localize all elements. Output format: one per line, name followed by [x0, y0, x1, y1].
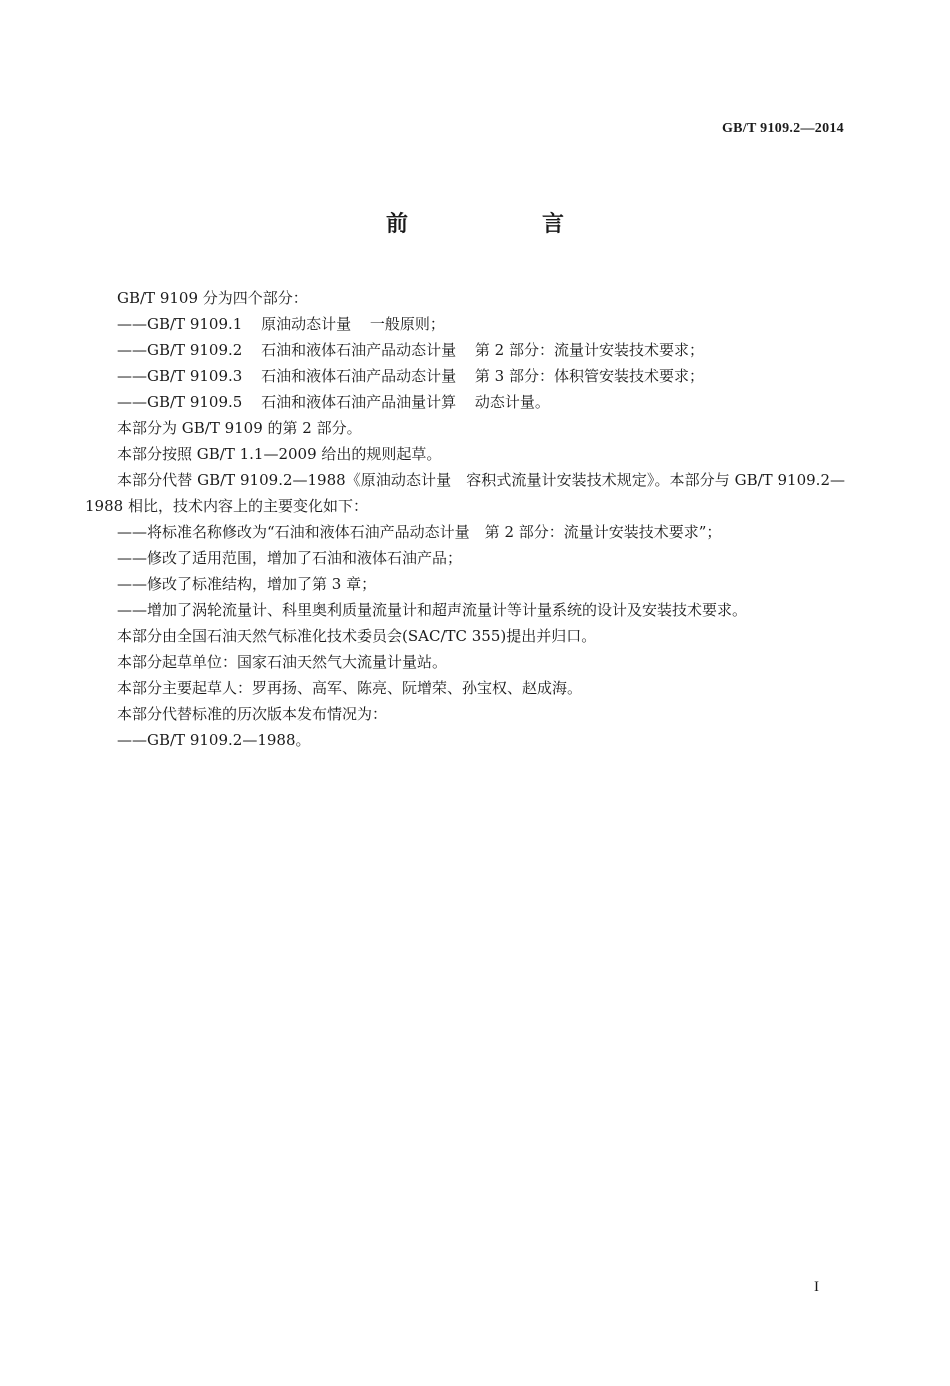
part-sub: 第 2 部分：流量计安装技术要求；: [474, 341, 704, 359]
part-sub: 一般原则；: [369, 315, 445, 333]
foreword-body: [85, 285, 845, 753]
history-item: ——GB/T 9109.2—1988。: [117, 731, 311, 749]
history-intro: 本部分代替标准的历次版本发布情况为：: [117, 705, 388, 723]
part-code: ——GB/T 9109.2: [117, 341, 243, 359]
change-item: ——修改了适用范围，增加了石油和液体石油产品；: [117, 549, 463, 567]
part-item: [85, 311, 845, 337]
change-item: ——修改了标准结构，增加了第 3 章；: [117, 575, 377, 593]
part-name: 石油和液体石油产品油量计算: [261, 393, 457, 411]
standard-number: GB/T 9109.2—2014: [721, 121, 844, 136]
part-code: ——GB/T 9109.1: [117, 315, 243, 333]
part-item: [85, 363, 845, 389]
drafting-unit-statement: 本部分起草单位：国家石油天然气大流量计量站。: [117, 653, 448, 671]
part-code: ——GB/T 9109.3: [117, 367, 243, 385]
page-number: I: [814, 1279, 819, 1295]
part-code: ——GB/T 9109.5: [117, 393, 243, 411]
replacement-paragraph: 本部分代替 GB/T 9109.2—1988《原油动态计量 容积式流量计安装技术规定》。本部分与 GB/T 9109.2—1988 相比，技术内容上的主要变化如下：: [85, 471, 845, 515]
page-title: 前 言: [385, 212, 620, 237]
part-name: 石油和液体石油产品动态计量: [261, 341, 457, 359]
this-part-statement: 本部分为 GB/T 9109 的第 2 部分。: [117, 419, 362, 437]
change-item: ——将标准名称修改为“石油和液体石油产品动态计量 第 2 部分：流量计安装技术要求”；: [117, 523, 722, 541]
parts-intro: GB/T 9109 分为四个部分：: [117, 289, 308, 307]
part-item: [85, 389, 845, 415]
drafting-rule-statement: 本部分按照 GB/T 1.1—2009 给出的规则起草。: [117, 445, 442, 463]
drafters-statement: 本部分主要起草人：罗再扬、高军、陈亮、阮增荣、孙宝权、赵成海。: [117, 679, 583, 697]
part-item: [85, 337, 845, 363]
part-name: 石油和液体石油产品动态计量: [261, 367, 457, 385]
change-item: ——增加了涡轮流量计、科里奥利质量流量计和超声流量计等计量系统的设计及安装技术要求。: [117, 601, 748, 619]
part-sub: 第 3 部分：体积管安装技术要求；: [474, 367, 704, 385]
proposed-by-statement: 本部分由全国石油天然气标准化技术委员会(SAC/TC 355)提出并归口。: [117, 627, 597, 645]
part-sub: 动态计量。: [474, 393, 550, 411]
part-name: 原油动态计量: [261, 315, 352, 333]
